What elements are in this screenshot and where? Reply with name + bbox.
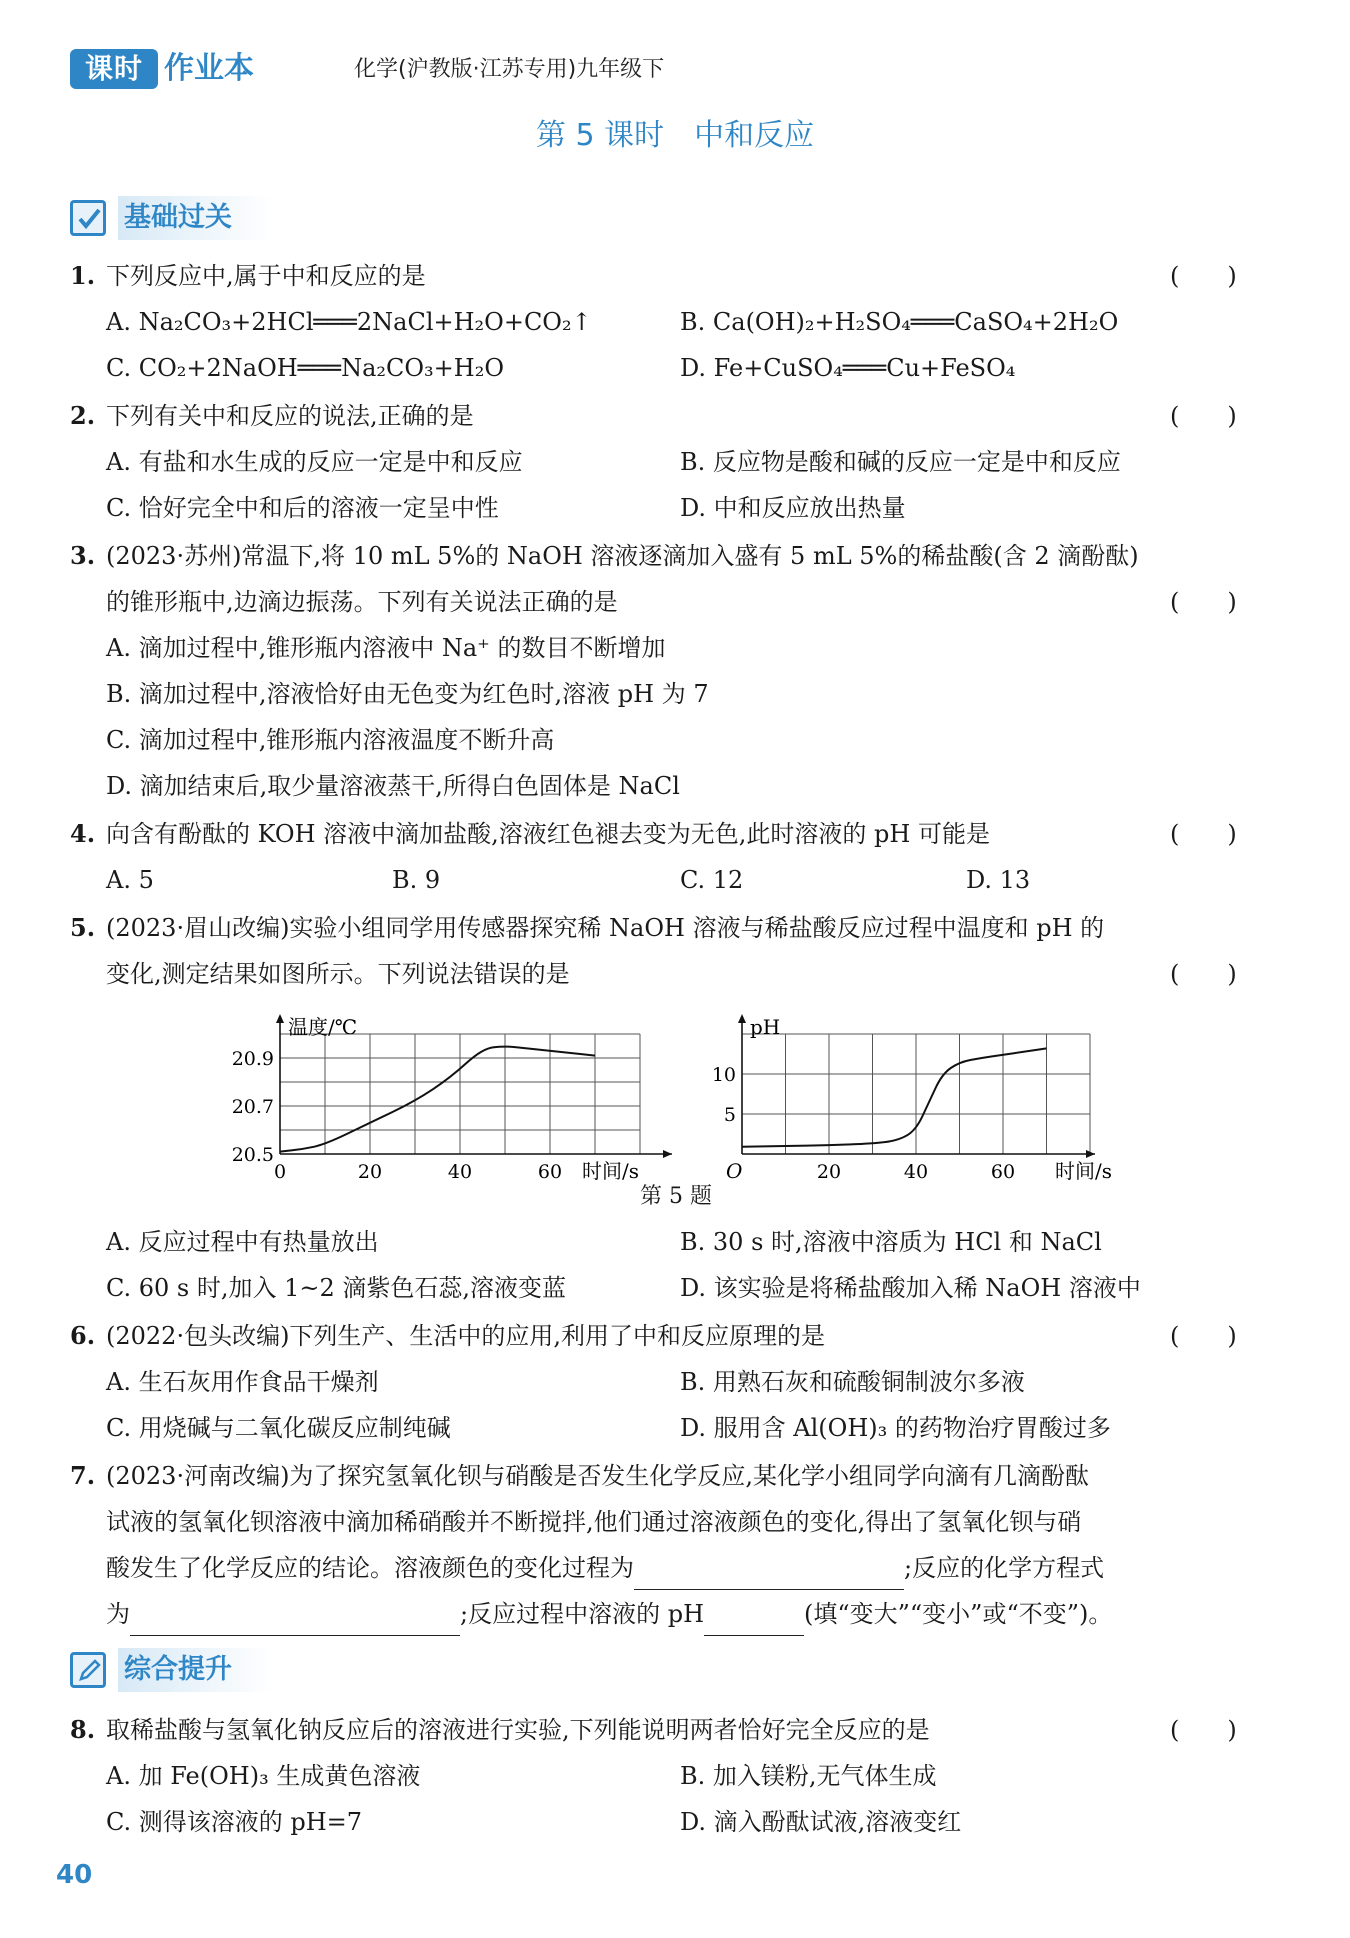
y-axis-arrow [276, 1014, 284, 1023]
options-row [0, 486, 1350, 530]
question-stem: 为 [106, 1600, 130, 1628]
option-row [0, 718, 1350, 762]
x-tick-label: 40 [447, 1161, 473, 1183]
question-7-line3 [0, 1546, 1350, 1590]
fill-blank-ph-trend[interactable] [704, 1605, 804, 1636]
x-axis-arrow [663, 1150, 672, 1158]
options-row [0, 1754, 1350, 1798]
answer-blank: ( ) [1170, 1322, 1237, 1350]
answer-blank: ( ) [1170, 588, 1237, 616]
options-row [0, 346, 1350, 390]
options-row [0, 1266, 1350, 1310]
answer-blank: ( ) [1170, 820, 1237, 848]
question-number: 2. [70, 401, 96, 430]
option-c: C. 60 s 时,加入 1~2 滴紫色石蕊,溶液变蓝 [106, 1274, 567, 1302]
option-row [0, 626, 1350, 670]
option-c: C. 测得该溶液的 pH=7 [106, 1808, 363, 1836]
section-basic-label: 基础过关 [118, 196, 272, 240]
option-row [0, 764, 1350, 808]
y-tick-label: 20.7 [231, 1096, 274, 1118]
question-stem: (填“变大”“变小”或“不变”)。 [804, 1600, 1113, 1628]
option-d: D. Fe+CuSO₄═══Cu+FeSO₄ [680, 354, 1016, 382]
option-b: B. 用熟石灰和硫酸铜制波尔多液 [680, 1368, 1025, 1396]
question-stem: 的锥形瓶中,边滴边振荡。下列有关说法正确的是 [106, 588, 618, 616]
options-row [0, 858, 1350, 902]
temperature-chart [210, 1010, 680, 1185]
option-c: C. CO₂+2NaOH═══Na₂CO₃+H₂O [106, 354, 504, 382]
options-row [0, 1406, 1350, 1450]
question-stem: 变化,测定结果如图所示。下列说法错误的是 [106, 960, 570, 988]
origin-label: O [726, 1159, 743, 1183]
x-tick-label: 20 [816, 1161, 842, 1183]
options-row [0, 440, 1350, 484]
question-number: 6. [70, 1321, 96, 1350]
question-5 [0, 906, 1350, 950]
question-stem: 下列有关中和反应的说法,正确的是 [106, 402, 474, 430]
option-c: C. 12 [680, 866, 744, 894]
option-a: A. Na₂CO₃+2HCl═══2NaCl+H₂O+CO₂↑ [106, 308, 592, 336]
option-b: B. 滴加过程中,溶液恰好由无色变为红色时,溶液 pH 为 7 [106, 680, 709, 708]
option-b: B. 反应物是酸和碱的反应一定是中和反应 [680, 448, 1121, 476]
page-number: 40 [56, 1860, 93, 1890]
question-7 [0, 1454, 1350, 1498]
data-curve [280, 1047, 595, 1152]
question-stem: ;反应过程中溶液的 pH [460, 1600, 705, 1628]
question-7-line2 [0, 1500, 1350, 1544]
y-tick-label: 10 [711, 1064, 736, 1086]
pencil-icon [70, 1652, 106, 1688]
question-stem: 下列反应中,属于中和反应的是 [106, 262, 426, 290]
answer-blank: ( ) [1170, 402, 1237, 430]
question-number: 1. [70, 261, 96, 290]
option-a: A. 滴加过程中,锥形瓶内溶液中 Na⁺ 的数目不断增加 [106, 634, 666, 662]
question-number: 4. [70, 819, 96, 848]
answer-blank: ( ) [1170, 262, 1237, 290]
question-stem: (2023·眉山改编)实验小组同学用传感器探究稀 NaOH 溶液与稀盐酸反应过程中温度和 pH 的 [106, 914, 1105, 942]
y-tick-label: 20.9 [231, 1048, 274, 1070]
ph-chart [711, 1010, 1145, 1185]
question-6 [0, 1314, 1350, 1358]
x-axis-label: 时间/s [582, 1159, 640, 1183]
figure-caption: 第 5 题 [640, 1184, 712, 1209]
question-3 [0, 534, 1350, 578]
x-axis-label: 时间/s [1055, 1159, 1113, 1183]
option-a: A. 加 Fe(OH)₃ 生成黄色溶液 [106, 1762, 421, 1790]
option-d: D. 13 [966, 866, 1031, 894]
option-b: B. 加入镁粉,无气体生成 [680, 1762, 937, 1790]
checkbox-icon [70, 200, 106, 236]
option-d: D. 滴加结束后,取少量溶液蒸干,所得白色固体是 NaCl [106, 772, 680, 800]
question-stem: ;反应的化学方程式 [904, 1554, 1105, 1582]
x-tick-label: 40 [903, 1161, 929, 1183]
x-tick-label: 60 [537, 1161, 563, 1183]
option-b: B. 30 s 时,溶液中溶质为 HCl 和 NaCl [680, 1228, 1102, 1256]
question-stem: 试液的氢氧化钡溶液中滴加稀硝酸并不断搅拌,他们通过溶液颜色的变化,得出了氢氧化钡与硝 [106, 1508, 1082, 1536]
question-8 [0, 1708, 1350, 1752]
question-number: 3. [70, 541, 96, 570]
x-tick-label: 20 [357, 1161, 383, 1183]
subject-label: 化学(沪教版·江苏专用)九年级下 [354, 57, 665, 82]
x-tick-label: 0 [273, 1161, 287, 1183]
question-number: 5. [70, 913, 96, 942]
options-row [0, 300, 1350, 344]
option-b: B. 9 [392, 866, 441, 894]
question-stem: 向含有酚酞的 KOH 溶液中滴加盐酸,溶液红色褪去变为无色,此时溶液的 pH 可能是 [106, 820, 990, 848]
page-title: 第 5 课时 中和反应 [535, 118, 815, 153]
option-c: C. 滴加过程中,锥形瓶内溶液温度不断升高 [106, 726, 555, 754]
y-tick-label: 20.5 [231, 1144, 274, 1166]
option-a: A. 反应过程中有热量放出 [106, 1228, 379, 1256]
question-number: 7. [70, 1461, 96, 1490]
data-curve [742, 1048, 1047, 1146]
answer-blank: ( ) [1170, 1716, 1237, 1744]
y-tick-label: 5 [723, 1104, 736, 1126]
option-d: D. 该实验是将稀盐酸加入稀 NaOH 溶液中 [680, 1274, 1141, 1302]
brand-logo: 课时 [70, 49, 158, 89]
fill-blank-equation[interactable] [130, 1605, 460, 1636]
x-tick-label: 60 [990, 1161, 1016, 1183]
question-stem: (2023·苏州)常温下,将 10 mL 5%的 NaOH 溶液逐滴加入盛有 5 mL 5%的稀盐酸(含 2 滴酚酞) [106, 542, 1139, 570]
fill-blank-color-change[interactable] [634, 1559, 904, 1590]
question-7-line4 [0, 1592, 1350, 1636]
question-4 [0, 812, 1350, 856]
option-a: A. 5 [106, 866, 154, 894]
question-1 [0, 254, 1350, 298]
options-row [0, 1220, 1350, 1264]
y-axis-label: 温度/℃ [288, 1015, 358, 1039]
question-2 [0, 394, 1350, 438]
question-stem: 取稀盐酸与氢氧化钠反应后的溶液进行实验,下列能说明两者恰好完全反应的是 [106, 1716, 930, 1744]
option-d: D. 服用含 Al(OH)₃ 的药物治疗胃酸过多 [680, 1414, 1111, 1442]
book-name: 作业本 [164, 51, 254, 86]
question-5-line2 [0, 952, 1350, 996]
options-row [0, 1360, 1350, 1404]
section-advanced-label: 综合提升 [118, 1648, 272, 1692]
option-d: D. 滴入酚酞试液,溶液变红 [680, 1808, 962, 1836]
options-row [0, 1800, 1350, 1844]
y-axis-arrow [738, 1014, 746, 1023]
option-a: A. 有盐和水生成的反应一定是中和反应 [106, 448, 523, 476]
question-stem: 酸发生了化学反应的结论。溶液颜色的变化过程为 [106, 1554, 634, 1582]
question-3-line2 [0, 580, 1350, 624]
option-c: C. 恰好完全中和后的溶液一定呈中性 [106, 494, 499, 522]
question-number: 8. [70, 1715, 96, 1744]
option-a: A. 生石灰用作食品干燥剂 [106, 1368, 379, 1396]
option-d: D. 中和反应放出热量 [680, 494, 906, 522]
answer-blank: ( ) [1170, 960, 1237, 988]
y-axis-label: pH [750, 1015, 781, 1039]
option-c: C. 用烧碱与二氧化碳反应制纯碱 [106, 1414, 451, 1442]
option-b: B. Ca(OH)₂+H₂SO₄═══CaSO₄+2H₂O [680, 308, 1119, 336]
question-stem: (2023·河南改编)为了探究氢氧化钡与硝酸是否发生化学反应,某化学小组同学向滴有几滴酚酞 [106, 1462, 1090, 1490]
question-stem: (2022·包头改编)下列生产、生活中的应用,利用了中和反应原理的是 [106, 1322, 826, 1350]
option-row [0, 672, 1350, 716]
